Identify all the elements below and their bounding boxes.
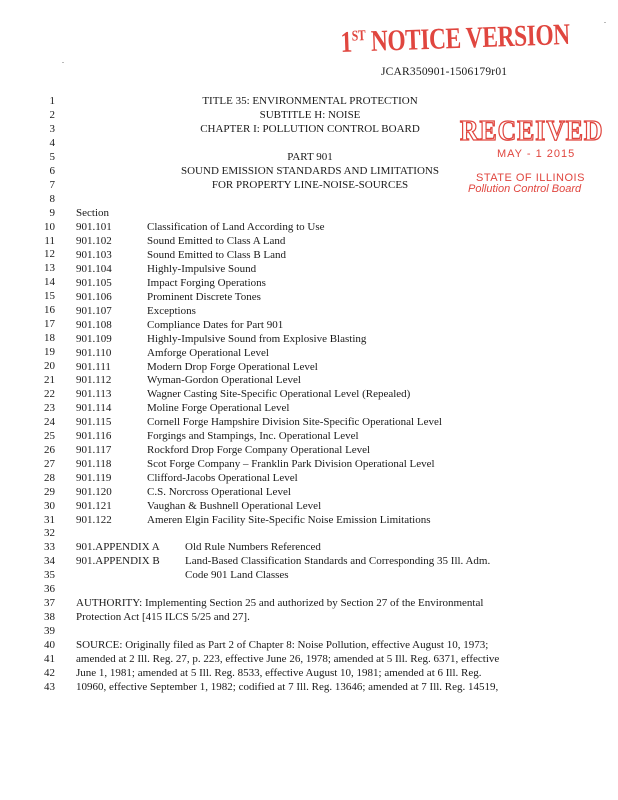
line-number: 14 [44,276,55,289]
section-number: 901.115 [76,416,112,429]
section-title: Sound Emitted to Class A Land [147,234,286,247]
received-stamp-date: MAY - 1 2015 [497,148,576,160]
line-number: 28 [44,471,55,484]
line-number: 16 [44,304,55,317]
line-number: 19 [44,346,55,359]
section-title: Highly-Impulsive Sound [147,262,257,275]
section-title: Clifford-Jacobs Operational Level [147,472,298,485]
section-number: 901.119 [76,472,112,485]
line-number: 30 [44,499,55,512]
line-number: 39 [44,625,55,638]
line-number: 18 [44,332,55,345]
line-number: 4 [49,136,55,149]
line-number: 5 [49,150,55,163]
line-number: 33 [44,541,55,554]
section-number: 901.101 [76,221,112,233]
line-number: 11 [44,234,55,247]
line-number: 23 [44,401,55,414]
section-title: Ameren Elgin Facility Site-Specific Noise Emission Limitations [147,513,431,526]
line-number: 27 [44,457,55,470]
line-number: 7 [49,178,55,191]
section-number: 901.109 [76,332,112,345]
section-number: 901.102 [76,234,112,247]
line-number: 32 [44,527,55,540]
line-number: 12 [44,248,55,261]
authority-line-1: AUTHORITY: Implementing Section 25 and authorized by Section 27 of the Environmental [76,597,484,609]
line-number: 40 [44,639,55,652]
line-number: 8 [49,192,55,205]
authority-line-2: Protection Act [415 ILCS 5/25 and 27]. [76,611,250,623]
section-title: Classification of Land According to Use [147,221,325,233]
line-number: 31 [44,513,55,526]
subtitle-line: SUBTITLE H: NOISE [259,109,361,121]
chapter-line: CHAPTER I: POLLUTION CONTROL BOARD [200,123,420,135]
section-title: Forgings and Stampings, Inc. Operational Level [147,430,359,443]
part-title-line-2: FOR PROPERTY LINE-NOISE-SOURCES [211,179,409,191]
section-number: 901.105 [76,276,112,289]
section-title: Impact Forging Operations [147,276,266,289]
line-number: 21 [44,374,55,386]
line-number: 38 [44,611,55,624]
part-title-line-1: SOUND EMISSION STANDARDS AND LIMITATIONS [181,165,439,177]
section-title: C.S. Norcross Operational Level [147,486,291,499]
line-number: 41 [44,653,55,665]
line-number: 2 [49,108,55,121]
section-number: 901.114 [76,402,112,415]
appendix-a-title: Old Rule Numbers Referenced [185,541,321,553]
source-line-1: SOURCE: Originally filed as Part 2 of Chapter 8: Noise Pollution, effective August 10, 1973; [76,639,489,651]
line-number: 26 [44,443,55,456]
appendix-b-title: Land-Based Classification Standards and Corresponding 35 Ill. Adm. [185,555,491,567]
section-number: 901.108 [76,318,112,331]
received-stamp-state: STATE OF ILLINOIS [476,172,585,184]
section-number: 901.104 [76,262,112,275]
section-title: Modern Drop Forge Operational Level [147,360,318,373]
appendix-a-number: 901.APPENDIX A [76,541,160,553]
scan-speck [604,22,606,23]
line-number: 13 [44,262,55,275]
line-number: 20 [44,360,55,373]
section-number: 901.118 [76,458,112,471]
line-number: 37 [44,597,55,610]
section-title: Exceptions [147,304,196,317]
section-number: 901.117 [76,444,112,457]
section-title: Wyman-Gordon Operational Level [147,374,301,387]
scan-speck [62,62,64,63]
section-title: Moline Forge Operational Level [147,402,290,415]
line-number: 15 [44,290,55,303]
first-notice-stamp: 1ST NOTICE VERSION [340,17,571,59]
section-number: 901.106 [76,290,112,303]
line-number: 6 [49,164,55,177]
line-number: 17 [44,318,55,331]
part-line: PART 901 [287,151,333,163]
line-number: 25 [44,429,55,442]
line-number: 42 [44,666,55,679]
source-line-3: June 1, 1981; amended at 5 Ill. Reg. 8533, effective August 10, 1981; amended at 6 Ill. Reg. [76,667,482,679]
section-title: Vaughan & Bushnell Operational Level [147,500,322,512]
section-title: Compliance Dates for Part 901 [147,318,284,331]
section-title: Cornell Forge Hampshire Division Site-Specific Operational Level [147,416,442,429]
section-title: Prominent Discrete Tones [147,290,261,303]
line-number: 35 [44,569,55,582]
line-number: 1 [49,95,55,107]
line-number: 34 [44,555,55,568]
line-number: 43 [44,680,55,693]
section-heading: Section [76,207,109,219]
section-title: Rockford Drop Forge Company Operational Level [147,444,371,457]
source-line-2: amended at 2 Ill. Reg. 27, p. 223, effective June 26, 1978; amended at 5 Ill. Reg. 6371, effective [76,653,500,665]
line-number: 3 [49,122,55,135]
received-stamp-board: Pollution Control Board [468,183,582,195]
section-number: 901.111 [76,360,111,373]
section-title: Highly-Impulsive Sound from Explosive Blasting [147,332,367,345]
section-title: Amforge Operational Level [147,346,269,359]
line-number: 24 [44,415,55,428]
section-number: 901.120 [76,486,112,499]
section-number: 901.122 [76,513,112,526]
section-number: 901.113 [76,388,112,401]
document-id: JCAR350901-1506179r01 [381,66,508,78]
section-number: 901.103 [76,248,112,261]
appendix-b-title-continued: Code 901 Land Classes [185,569,289,581]
section-number: 901.107 [76,304,112,317]
line-number: 9 [49,206,55,219]
line-number: 36 [44,583,55,596]
line-number: 22 [44,387,55,400]
line-number: 29 [44,485,55,498]
source-line-4: 10960, effective September 1, 1982; codified at 7 Ill. Reg. 13646; amended at 7 Ill. Reg. 14519, [76,681,499,693]
section-title: Sound Emitted to Class B Land [147,248,287,261]
title-line: TITLE 35: ENVIRONMENTAL PROTECTION [202,95,418,107]
line-number: 10 [44,220,55,233]
section-title: Scot Forge Company – Franklin Park Division Operational Level [147,458,435,471]
received-stamp-word: RECEIVED [460,116,604,147]
section-number: 901.110 [76,346,112,359]
appendix-b-number: 901.APPENDIX B [76,555,160,567]
section-number: 901.121 [76,500,112,512]
section-number: 901.116 [76,430,112,443]
section-title: Wagner Casting Site-Specific Operational Level (Repealed) [147,388,411,401]
section-number: 901.112 [76,374,112,387]
